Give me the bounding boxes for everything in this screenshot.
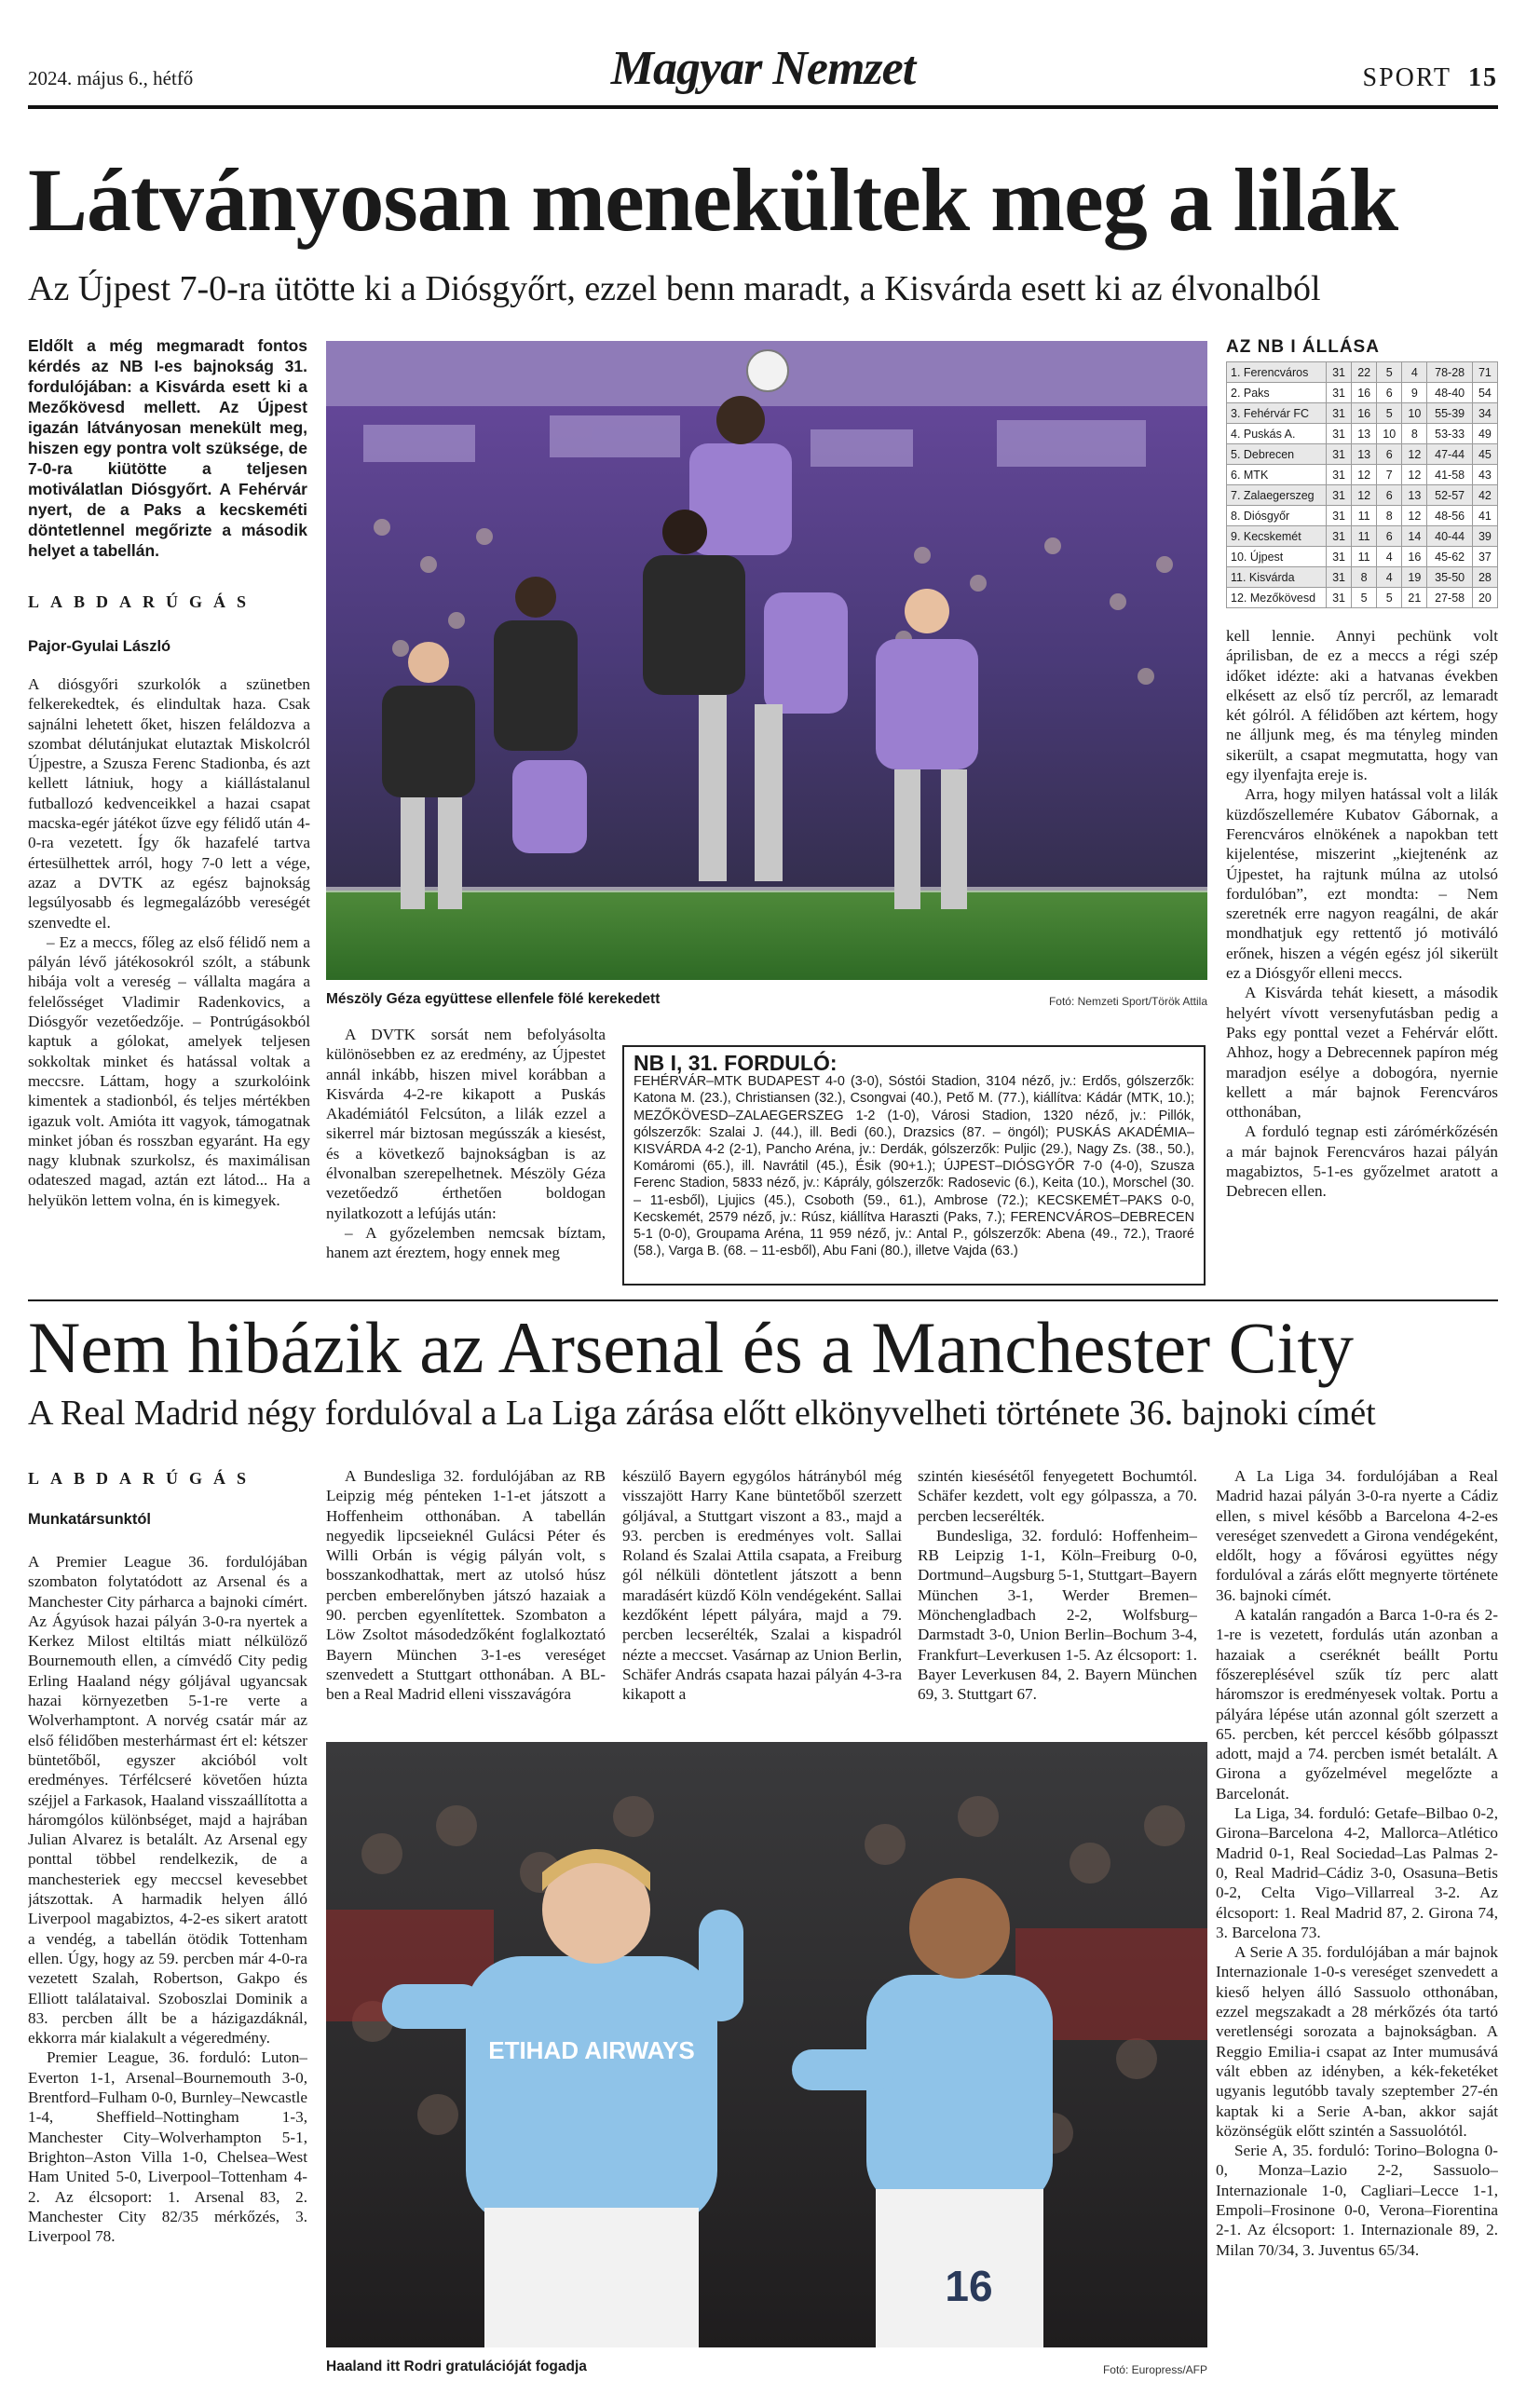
article1-column-2 [326, 1025, 606, 1295]
paragraph: A Kisvárda tehát kiesett, a második helyért vívott versenyfutásban pedig a Paks egy ponttal vezet a Fehérvár előtt. Ahhoz, hogy a Debrecennek papíron még maradjon esélye a dobogóra, nyernie kellett a már bajnok Ferencváros otthonában, [1226, 984, 1498, 1122]
standings-cell: 45-62 [1427, 547, 1472, 567]
stadium-photo-illustration [326, 341, 1207, 980]
standings-cell: 41 [1472, 506, 1497, 526]
paragraph: Serie A, 35. forduló: Torino–Bologna 0-0, Monza–Lazio 2-2, Sassuolo–Internazionale 1-0, Cagliari–Lecce 1-1, Empoli–Frosinone 0-0, Verona–Fiorentina 2-1. Az élcsoport: 1. Internazionale 89, 2. Milan 70/34, 3. Juventus 65/34. [1216, 2142, 1498, 2259]
standings-table [1226, 361, 1498, 608]
standings-cell: 22 [1352, 362, 1377, 383]
standings-cell: 31 [1327, 547, 1352, 567]
article2-photo-credit: Fotó: Europress/AFP [1102, 2363, 1207, 2376]
celebration-photo-illustration [326, 1742, 1207, 2347]
standings-cell: 31 [1327, 485, 1352, 506]
standings-row [1227, 403, 1498, 424]
standings-row [1227, 362, 1498, 383]
paragraph: A Serie A 35. fordulójában a már bajnok Internazionale 1-0-s vereséget szenvedett a kieső helyen álló Sassuolo otthonában, ezzel megszakadt a 28 mérkőzés óta tartó veretlenségi sorozata a bajnokságban. A Reggio Emilia-i csapat az Inter mumusává vált ebben az idényben, a kék-feketéket ugyanis legutóbb tavaly szeptember 27-én kaptak ki a Serie A-ban, akkor saját közönségük előtt szintén a Sassuolótól. [1216, 1943, 1498, 2140]
standings-cell: 55-39 [1427, 403, 1472, 424]
standings-cell: 11 [1352, 506, 1377, 526]
article2-photo[interactable] [326, 1742, 1207, 2347]
standings-cell: 19 [1402, 567, 1427, 588]
article1-kicker: LABDARÚGÁS [28, 592, 258, 611]
results-text: FEHÉRVÁR–MTK BUDAPEST 4-0 (3-0), Sóstói Stadion, 3104 néző, jv.: Erdős, gólszerzők: Katona M. (23.), Christiansen (32.), Csongvai (40.), Pető M. (77.), kiállítva: Kádár (MTK, 10.); MEZŐKÖVESD–ZALAEGERSZEG 1-2 (1-0), Városi Stadion, 1320 néző, jv.: Pillók, gólszerzők: Szalai J. (44.), ill. Bedi (60.), Drazsics (87. – öngól); PUSKÁS AKADÉMIA–KISVÁRDA 4-2 (2-1), Pancho Aréna, jv.: Derdák, gólszerzők: Puljic (29.), Nagy Zs. (38., 50.), Komáromi (65.), ill. Navrátil (45.), Ésik (90+1.); ÚJPEST–DIÓSGYŐR 7-0 (4-0), Szusza Ferenc Stadion, 5833 néző, jv.: Káprály, gólszerzők: Radosevic (6.), Keita (10.), Morschel (30. – 11-esből), Ljujics (45.), Csoboth (59., 61.), Ambrose (72.); KECSKEMÉT–PAKS 0-0, Kecskemét, 2579 néző, jv.: Rúsz, kiállítva Haraszti (Paks, 7.); FERENCVÁROS–DEBRECEN 5-1 (0-0), Groupama Aréna, 11 959 néző, jv.: Antal P., gólszerzők: Abena (49., 72.), Traoré (58.), Varga B. (68. – 11-esből), Abu Fani (80.), illetve Vajda (63.) [634, 1074, 1194, 1259]
paragraph: Arra, hogy milyen hatással volt a lilák küzdőszellemére Kubatov Gábornak, a Ferencváros elnökének a napokban tett kijelentése, miszerint „kiejtenénk az Újpestet, ha rajtunk múlna az utolsó fordulóban”, ezt mondta: – Nem szeretnék erre nagyon reagálni, de akár mondhatjuk egy rettentő jó motiváló erőnek, hiszen a végén egész jól sikerült ez a Diósgyőr elleni meccs. [1226, 785, 1498, 983]
article2-column-3 [622, 1466, 902, 1727]
article2-headline: Nem hibázik az Arsenal és a Manchester City [28, 1307, 1355, 1388]
article1-lead: Eldőlt a még megmaradt fontos kérdés az NB I-es bajnokság 31. fordulójában: a Kisvárda esett ki a Mezőkövesd mellett. Az Újpest igazán látványosan menekült meg, hiszen egy pontra volt szüksége, de 7-0-ra kiütötte a teljesen motiválatlan Diósgyőrt. A Fehérvár nyert, de a Paks a kecskeméti döntetlennel megőrizte a második helyet a tabellán. [28, 336, 307, 560]
standings-row [1227, 567, 1498, 588]
standings-cell: 43 [1472, 465, 1497, 485]
standings-row [1227, 424, 1498, 444]
standings-cell: 7 [1377, 465, 1402, 485]
section-label [1363, 63, 1498, 93]
standings-cell: 4 [1377, 567, 1402, 588]
standings-cell: 28 [1472, 567, 1497, 588]
article2-column-1 [28, 1552, 307, 2386]
standings-cell: 47-44 [1427, 444, 1472, 465]
standings-row [1227, 485, 1498, 506]
paragraph: szintén kiesésétől fenyegetett Bochumtól. Schäfer kezdett, volt egy gólpasszа, a 70. percben lecserélték. [918, 1467, 1197, 1525]
standings-cell: 31 [1327, 424, 1352, 444]
results-box [622, 1045, 1206, 1286]
standings-cell: 16 [1352, 383, 1377, 403]
standings-cell: 31 [1327, 567, 1352, 588]
team-name: 2. Paks [1227, 383, 1327, 403]
article2-column-2 [326, 1466, 606, 1727]
article1-photo[interactable] [326, 341, 1207, 980]
standings-cell: 13 [1352, 444, 1377, 465]
team-name: 10. Újpest [1227, 547, 1327, 567]
standings-row [1227, 588, 1498, 608]
results-title: NB I, 31. FORDULÓ: [634, 1051, 838, 1075]
standings-cell: 34 [1472, 403, 1497, 424]
article1-headline: Látványosan menekültek meg a lilák [28, 150, 1398, 250]
paragraph: A La Liga 34. fordulójában a Real Madrid hazai pályán 3-0-ra nyerte a Cádiz ellen, s mivel később a Barcelona 4-2-es vereséget szenvedett a Girona vendégeként, eldőlt, hogy a fővárosi együttes négy fordulóval a zárás előtt megnyerte története 36. bajnoki címét. [1216, 1467, 1498, 1604]
standings-cell: 16 [1402, 547, 1427, 567]
standings-cell: 78-28 [1427, 362, 1472, 383]
standings-cell: 11 [1352, 526, 1377, 547]
paragraph: kell lennie. Annyi pechünk volt áprilisban, de ez a meccs a régi szép időket idézte: aki a hatvanas években elkésett az első tíz percről, az lemaradt két gólról. A félidőben azt kértem, hogy ne álljunk meg, és ma tényleg minden sikerült, a csapat megmutatta, hogy van egy ilyenfajta ereje is. [1226, 627, 1498, 784]
standings-cell: 42 [1472, 485, 1497, 506]
paragraph: Premier League, 36. forduló: Luton–Everton 1-1, Arsenal–Bournemouth 3-0, Brentford–Fulham 0-0, Burnley–Newcastle 1-4, Sheffield–Nottingham 1-3, Manchester City–Wolverhampton 5-1, Brighton–Aston Villa 1-0, Chelsea–West Ham United 5-0, Liverpool–Tottenham 4-2. Az élcsoport: 1. Arsenal 83, 2. Manchester City 82/35 mérkőzés, 3. Liverpool 78. [28, 2048, 307, 2246]
standings-cell: 16 [1352, 403, 1377, 424]
standings-cell: 11 [1352, 547, 1377, 567]
article2-kicker: LABDARÚGÁS [28, 1469, 258, 1488]
ball-icon [747, 350, 788, 391]
standings-cell: 10 [1377, 424, 1402, 444]
standings-cell: 8 [1352, 567, 1377, 588]
standings-cell: 71 [1472, 362, 1497, 383]
team-name: 7. Zalaegerszeg [1227, 485, 1327, 506]
standings-cell: 10 [1402, 403, 1427, 424]
article1-photo-credit: Fotó: Nemzeti Sport/Török Attila [1048, 995, 1207, 1008]
team-name: 4. Puskás A. [1227, 424, 1327, 444]
header-rule [28, 105, 1498, 109]
paragraph: A diósgyőri szurkolók a szünetben felkerekedtek, és elindultak haza. Csak sajnálni lehetett őket, hiszen feláldozva a szombat délutánjukat elutaztak Miskolcról Újpestre, a Szusza Ferenc Stadionba, és azt kellett látniuk, hogy a kiállástalanul futballozó kedvenceikkel a hazai csapat macska-egér játékot űzve egy félidő után 4-0-ra vezetett. Így ők hazafelé tartva értesülhettek arról, hogy 7-0 lett a vége, azaz a DVTK az egész bajnokság legsúlyosabb és legmegalázóbb vereségét szenvedte el. [28, 675, 310, 932]
standings-cell: 12 [1402, 506, 1427, 526]
standings-cell: 6 [1377, 383, 1402, 403]
standings-cell: 12 [1402, 444, 1427, 465]
team-name: 12. Mezőkövesd [1227, 588, 1327, 608]
standings-cell: 27-58 [1427, 588, 1472, 608]
standings-cell: 5 [1377, 362, 1402, 383]
page-number: 15 [1468, 63, 1498, 92]
paragraph: A katalán rangadón a Barca 1-0-ra és 2-1-re is vezetett, fordulás után azonban a hazaiak a cseréknét beállt Portu főszereplésével szűk tíz perc alatt háromszor is eredményesek voltak. Portu a pályára lépése után azonnal gólt szerzett a 65. percben, két perccel később gólpasszt adott, majd a 74. percben ismét betalált. A Girona a győzelmével megelőzte a Barcelonát. [1216, 1606, 1498, 1803]
paragraph: A forduló tegnap esti zárómérkőzésén a már bajnok Ferencváros hazai pályán magabiztos, 5-1-es győzelmet aratott a Debrecen ellen. [1226, 1122, 1498, 1201]
paragraph: Bundesliga, 32. forduló: Hoffenheim–RB Leipzig 1-1, Köln–Freiburg 0-0, Dortmund–Augsburg 5-1, Stuttgart–Bayern München 3-1, Werder Bremen–Mönchengladbach 2-2, Wolfsburg–Darmstadt 3-0, Union Berlin–Bochum 3-4, Frankfurt–Leverkusen 1-5. Az élcsoport: 1. Bayer Leverkusen 84, 2. Bayern München 69, 3. Stuttgart 67. [918, 1526, 1197, 1704]
standings-cell: 14 [1402, 526, 1427, 547]
standings-row [1227, 526, 1498, 547]
article2-subtitle: A Real Madrid négy fordulóval a La Liga zárása előtt elkönyvelheti története 36. bajnoki címét [28, 1394, 1376, 1433]
standings-cell: 37 [1472, 547, 1497, 567]
paragraph: – A győzelemben nemcsak bíztam, hanem azt éreztem, hogy ennek meg [326, 1223, 606, 1262]
standings-cell: 31 [1327, 506, 1352, 526]
standings-cell: 52-57 [1427, 485, 1472, 506]
shirt-number: 16 [945, 2262, 993, 2310]
article-separator [28, 1299, 1498, 1301]
standings-cell: 12 [1402, 465, 1427, 485]
standings-cell: 4 [1377, 547, 1402, 567]
standings-cell: 54 [1472, 383, 1497, 403]
standings-cell: 12 [1352, 485, 1377, 506]
standings-row [1227, 444, 1498, 465]
paragraph: A DVTK sorsát nem befolyásolta különösebben ez az eredmény, az Újpestet annál inkább, hiszen mivel korábban a Kisvárda 4-2-re kikapott a Puskás Akadémiától Felcsúton, a lilák ezzel a sikerrel már biztosan megússzák a kiesést, és a következő bajnokságban is az élvonalban szerepelhetnek. Mészöly Géza vezetőedző érthetően boldogan nyilatkozott a lefújás után: [326, 1026, 606, 1222]
article1-column-3 [1226, 626, 1498, 1292]
paragraph: A Bundesliga 32. fordulójában az RB Leipzig még pénteken 1-1-et játszott a Hoffenheim otthonában. A tabellán negyedik lipcseieknél Gulácsi Péter és Willi Orbán is végig pályán volt, s bosszankodhattak, mert az utolsó húsz percben emberelőnyben játszó hazaiak a 90. percben egyenlítettek. Szombaton a Löw Zsoltot másodedzőként foglalkoztató Bayern München 3-1-es vereséget szenvedett a Stuttgart otthonában. A BL-ben a Real Madrid elleni visszavágóra [326, 1467, 606, 1704]
standings-cell: 31 [1327, 465, 1352, 485]
article2-byline: Munkatársunktól [28, 1511, 152, 1528]
standings-cell: 53-33 [1427, 424, 1472, 444]
team-name: 11. Kisvárda [1227, 567, 1327, 588]
standings-cell: 41-58 [1427, 465, 1472, 485]
standings-cell: 8 [1402, 424, 1427, 444]
standings-cell: 48-56 [1427, 506, 1472, 526]
standings-cell: 49 [1472, 424, 1497, 444]
standings-row [1227, 506, 1498, 526]
standings-cell: 31 [1327, 403, 1352, 424]
issue-date: 2024. május 6., hétfő [28, 67, 194, 89]
standings-cell: 31 [1327, 444, 1352, 465]
standings-row [1227, 383, 1498, 403]
article2-photo-caption: Haaland itt Rodri gratulációját fogadja [326, 2359, 587, 2374]
team-name: 3. Fehérvár FC [1227, 403, 1327, 424]
standings-cell: 31 [1327, 362, 1352, 383]
masthead-logo[interactable]: Magyar Nemzet [610, 42, 916, 95]
article1-byline: Pajor-Gyulai László [28, 638, 171, 655]
standings-cell: 35-50 [1427, 567, 1472, 588]
team-name: 6. MTK [1227, 465, 1327, 485]
team-name: 9. Kecskemét [1227, 526, 1327, 547]
team-name: 8. Diósgyőr [1227, 506, 1327, 526]
standings-cell: 4 [1402, 362, 1427, 383]
article2-column-5 [1216, 1466, 1498, 2388]
standings-cell: 9 [1402, 383, 1427, 403]
standings-cell: 5 [1352, 588, 1377, 608]
standings-row [1227, 465, 1498, 485]
standings-cell: 31 [1327, 588, 1352, 608]
shirt-sponsor-text: ETIHAD AIRWAYS [488, 2036, 695, 2064]
standings-cell: 31 [1327, 526, 1352, 547]
standings-cell: 6 [1377, 485, 1402, 506]
standings-cell: 40-44 [1427, 526, 1472, 547]
team-name: 1. Ferencváros [1227, 362, 1327, 383]
article1-photo-caption: Mészöly Géza együttese ellenfele fölé kerekedett [326, 991, 661, 1007]
article2-column-4 [918, 1466, 1197, 1727]
team-name: 5. Debrecen [1227, 444, 1327, 465]
paragraph: A Premier League 36. fordulójában szombaton folytatódott az Arsenal és a Manchester City párharca a bajnoki címért. Az Ágyúsok hazai pályán 3-0-ra nyertek a Kerkez Milost eltiltás miatt nélkülöző Bournemouth ellen, a címvédő City pedig Erling Haaland négy góljával ugyancsak hazai környezetben 5-1-re verte a Wolverhamptont. A norvég csatár már az első félidőben mesterhármast ért el: kétszer büntetőből, egyszer akcióból volt eredményes. Térfélcseré követően húzta széjjel a Farkasok, Haaland visszaállította a háromgólos különbséget, majd a hajrában Julian Alvarez is betalált. Az Arsenal egy ponttal többel rendelkezik, de a manchesteriek egy meccsel kevesebbet játszottak. A harmadik helyen álló Liverpool magabiztos, 4-2-es sikert aratott a vendég, a tabellán ötödik Tottenham ellen. Úgy, hogy az 59. percben már 4-0-ra vezetett Szalah, Robertson, Gakpo és Elliott találataival. Szoboszlai Dominik a 83. percben állt be a házigazdáknál, ekkorra már kialakult a végeredmény. [28, 1553, 307, 2047]
standings-title: AZ NB I ÁLLÁSA [1226, 337, 1380, 357]
standings-cell: 13 [1402, 485, 1427, 506]
paragraph: – Ez a meccs, főleg az első félidő nem a pályán lévő játékosokról szólt, a stábunk hibája volt a vereség – vállalta magára a felelősséget Vladimir Radenkovics, a Diósgyőr vezetőedzője. – Pontrúgásokból kaptuk a gólokat, amelyek teljesen sokkoltak minket és hatással voltak a meccsre. Láttam, hogy a szurkolóink kimentek a stadionból, és teljes mértékben igazuk volt. Amióta itt vagyok, támogatnak minket jóban és rosszban egyaránt. Ha egy nagy klubnak szurkolsz, és maximálisan odateszed magad, aztán ezt látod... Ha a helyükön lettem volna, én is kimegyek. [28, 932, 310, 1209]
standings-cell: 8 [1377, 506, 1402, 526]
article1-subtitle: Az Újpest 7-0-ra ütötte ki a Diósgyőrt, ezzel benn maradt, a Kisvárda esett ki az élvonalból [28, 269, 1321, 308]
standings-cell: 20 [1472, 588, 1497, 608]
paragraph: készülő Bayern egygólos hátrányból még visszajött Harry Kane büntetőből szerzett góljával, a Stuttgart viszont a 83., majd a 93. percben is eredményes volt. Sallai Roland és Szalai Attila csapata, a Freiburg gól nélküli döntetlent játszott a benn maradásért küzdő Köln vendégeként. Sallai kezdőként lépett pályára, majd a 79. percben lecserélték, Szalai a kispadról nézte a meccset. Vasárnap az Union Berlin, Schäfer András csapata hazai pályán 4-3-ra kikapott a [622, 1467, 902, 1704]
standings-cell: 5 [1377, 588, 1402, 608]
standings-cell: 31 [1327, 383, 1352, 403]
standings-cell: 6 [1377, 526, 1402, 547]
standings-cell: 13 [1352, 424, 1377, 444]
standings-cell: 5 [1377, 403, 1402, 424]
standings-cell: 21 [1402, 588, 1427, 608]
standings-row [1227, 547, 1498, 567]
standings-cell: 12 [1352, 465, 1377, 485]
paragraph: La Liga, 34. forduló: Getafe–Bilbao 0-2, Girona–Barcelona 4-2, Mallorca–Atlético Madrid 0-1, Real Sociedad–Las Palmas 2-0, Real Madrid–Cádiz 3-0, Osasuna–Betis 0-2, Celta Vigo–Villarreal 3-2. Az élcsoport: 1. Real Madrid 87, 2. Girona 74, 3. Barcelona 73. [1216, 1804, 1498, 1941]
standings-cell: 45 [1472, 444, 1497, 465]
section-name: SPORT [1362, 63, 1451, 92]
standings-cell: 39 [1472, 526, 1497, 547]
article1-column-1 [28, 674, 310, 1289]
standings-cell: 48-40 [1427, 383, 1472, 403]
standings-cell: 6 [1377, 444, 1402, 465]
